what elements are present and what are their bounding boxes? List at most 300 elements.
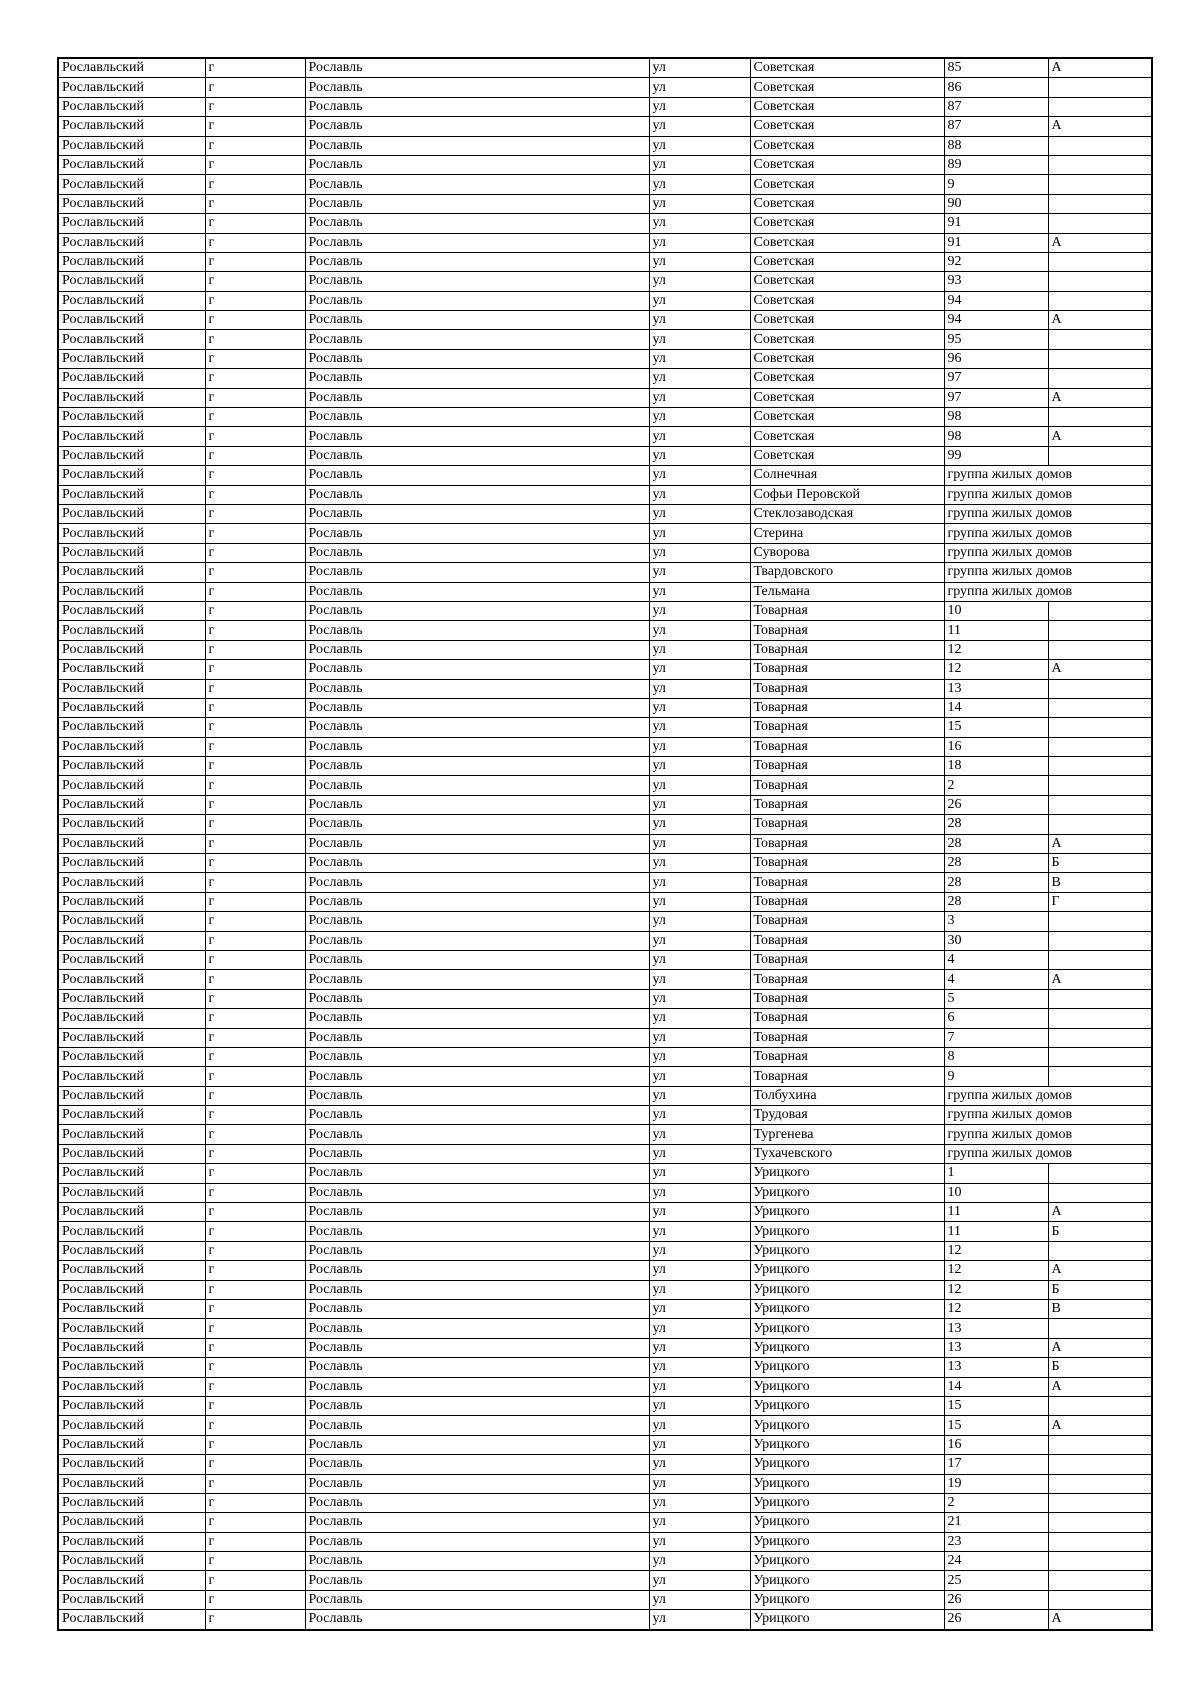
house-letter-cell xyxy=(1048,1435,1152,1454)
district-cell: Рославльский xyxy=(58,1338,205,1357)
table-row xyxy=(58,737,1152,756)
house-number-cell: 94 xyxy=(944,291,1048,310)
street-cell: Советская xyxy=(750,388,944,407)
house-number-cell: 11 xyxy=(944,1222,1048,1241)
settlement-type-cell: г xyxy=(205,1610,305,1630)
table-row xyxy=(58,1435,1152,1454)
table-row xyxy=(58,155,1152,174)
street-type-cell: ул xyxy=(649,1241,750,1260)
street-type-cell: ул xyxy=(649,950,750,969)
settlement-cell: Рославль xyxy=(305,78,649,97)
settlement-cell: Рославль xyxy=(305,1086,649,1105)
street-cell: Тухачевского xyxy=(750,1144,944,1163)
settlement-type-cell: г xyxy=(205,504,305,523)
house-number-cell: 13 xyxy=(944,1358,1048,1377)
house-letter-cell: А xyxy=(1048,117,1152,136)
settlement-cell: Рославль xyxy=(305,194,649,213)
house-number-cell: 19 xyxy=(944,1474,1048,1493)
district-cell: Рославльский xyxy=(58,815,205,834)
table-row xyxy=(58,1610,1152,1630)
street-cell: Товарная xyxy=(750,1028,944,1047)
house-number-cell: 13 xyxy=(944,1319,1048,1338)
street-cell: Советская xyxy=(750,136,944,155)
street-type-cell: ул xyxy=(649,427,750,446)
house-number-cell: 11 xyxy=(944,621,1048,640)
district-cell: Рославльский xyxy=(58,1241,205,1260)
house-letter-cell xyxy=(1048,1396,1152,1415)
street-cell: Товарная xyxy=(750,989,944,1008)
table-row xyxy=(58,757,1152,776)
street-type-cell: ул xyxy=(649,1396,750,1415)
settlement-cell: Рославль xyxy=(305,155,649,174)
house-number-cell: 8 xyxy=(944,1047,1048,1066)
street-cell: Товарная xyxy=(750,776,944,795)
house-letter-cell xyxy=(1048,1183,1152,1202)
street-cell: Урицкого xyxy=(750,1338,944,1357)
house-number-cell: 86 xyxy=(944,78,1048,97)
district-cell: Рославльский xyxy=(58,718,205,737)
settlement-type-cell: г xyxy=(205,252,305,271)
table-row xyxy=(58,311,1152,330)
street-type-cell: ул xyxy=(649,1590,750,1609)
street-type-cell: ул xyxy=(649,504,750,523)
house-number-cell: 89 xyxy=(944,155,1048,174)
district-cell: Рославльский xyxy=(58,1416,205,1435)
table-row xyxy=(58,854,1152,873)
street-type-cell: ул xyxy=(649,524,750,543)
street-type-cell: ул xyxy=(649,543,750,562)
house-letter-cell xyxy=(1048,950,1152,969)
street-type-cell: ул xyxy=(649,1280,750,1299)
settlement-type-cell: г xyxy=(205,97,305,116)
street-type-cell: ул xyxy=(649,563,750,582)
settlement-type-cell: г xyxy=(205,155,305,174)
district-cell: Рославльский xyxy=(58,330,205,349)
street-type-cell: ул xyxy=(649,466,750,485)
street-cell: Тургенева xyxy=(750,1125,944,1144)
street-cell: Товарная xyxy=(750,757,944,776)
house-letter-cell xyxy=(1048,252,1152,271)
table-row xyxy=(58,1280,1152,1299)
settlement-type-cell: г xyxy=(205,1241,305,1260)
settlement-type-cell: г xyxy=(205,1590,305,1609)
table-row xyxy=(58,1028,1152,1047)
settlement-type-cell: г xyxy=(205,757,305,776)
street-type-cell: ул xyxy=(649,1358,750,1377)
house-letter-cell: А xyxy=(1048,1416,1152,1435)
settlement-type-cell: г xyxy=(205,388,305,407)
street-type-cell: ул xyxy=(649,601,750,620)
street-type-cell: ул xyxy=(649,233,750,252)
house-number-cell: 12 xyxy=(944,1300,1048,1319)
district-cell: Рославльский xyxy=(58,311,205,330)
house-number-cell: 87 xyxy=(944,117,1048,136)
settlement-type-cell: г xyxy=(205,1493,305,1512)
house-number-cell: 4 xyxy=(944,970,1048,989)
house-letter-cell: А xyxy=(1048,427,1152,446)
settlement-type-cell: г xyxy=(205,931,305,950)
house-number-cell: 11 xyxy=(944,1203,1048,1222)
house-number-cell: 4 xyxy=(944,950,1048,969)
house-number-cell: 16 xyxy=(944,737,1048,756)
street-type-cell: ул xyxy=(649,621,750,640)
settlement-cell: Рославль xyxy=(305,815,649,834)
district-cell: Рославльский xyxy=(58,349,205,368)
street-type-cell: ул xyxy=(649,214,750,233)
settlement-type-cell: г xyxy=(205,1552,305,1571)
house-number-cell: 12 xyxy=(944,660,1048,679)
house-letter-cell xyxy=(1048,912,1152,931)
settlement-cell: Рославль xyxy=(305,1590,649,1609)
house-number-cell: 88 xyxy=(944,136,1048,155)
street-cell: Советская xyxy=(750,252,944,271)
house-number-cell: 93 xyxy=(944,272,1048,291)
house-letter-cell xyxy=(1048,1571,1152,1590)
table-row xyxy=(58,873,1152,892)
house-letter-cell xyxy=(1048,757,1152,776)
house-number-cell: 7 xyxy=(944,1028,1048,1047)
settlement-type-cell: г xyxy=(205,349,305,368)
house-number-cell: 15 xyxy=(944,1396,1048,1415)
settlement-type-cell: г xyxy=(205,970,305,989)
settlement-cell: Рославль xyxy=(305,1416,649,1435)
district-cell: Рославльский xyxy=(58,931,205,950)
street-type-cell: ул xyxy=(649,640,750,659)
street-cell: Товарная xyxy=(750,892,944,911)
street-cell: Советская xyxy=(750,349,944,368)
street-cell: Товарная xyxy=(750,854,944,873)
house-letter-cell: А xyxy=(1048,660,1152,679)
table-row xyxy=(58,78,1152,97)
street-cell: Товарная xyxy=(750,621,944,640)
table-row xyxy=(58,1358,1152,1377)
district-cell: Рославльский xyxy=(58,524,205,543)
district-cell: Рославльский xyxy=(58,1222,205,1241)
house-number-cell: 13 xyxy=(944,679,1048,698)
settlement-cell: Рославль xyxy=(305,214,649,233)
table-row xyxy=(58,214,1152,233)
house-letter-cell xyxy=(1048,815,1152,834)
table-row xyxy=(58,1571,1152,1590)
house-group-cell: группа жилых домов xyxy=(944,504,1152,523)
district-cell: Рославльский xyxy=(58,854,205,873)
street-type-cell: ул xyxy=(649,388,750,407)
street-type-cell: ул xyxy=(649,1338,750,1357)
settlement-cell: Рославль xyxy=(305,1241,649,1260)
house-letter-cell xyxy=(1048,369,1152,388)
settlement-cell: Рославль xyxy=(305,1203,649,1222)
district-cell: Рославльский xyxy=(58,388,205,407)
street-cell: Товарная xyxy=(750,679,944,698)
house-letter-cell: В xyxy=(1048,1300,1152,1319)
district-cell: Рославльский xyxy=(58,1571,205,1590)
settlement-cell: Рославль xyxy=(305,1571,649,1590)
house-letter-cell xyxy=(1048,1532,1152,1551)
district-cell: Рославльский xyxy=(58,272,205,291)
street-type-cell: ул xyxy=(649,58,750,78)
table-row xyxy=(58,117,1152,136)
house-letter-cell xyxy=(1048,640,1152,659)
settlement-type-cell: г xyxy=(205,1513,305,1532)
house-number-cell: 14 xyxy=(944,1377,1048,1396)
house-number-cell: 6 xyxy=(944,1009,1048,1028)
settlement-cell: Рославль xyxy=(305,1183,649,1202)
district-cell: Рославльский xyxy=(58,117,205,136)
table-row xyxy=(58,175,1152,194)
district-cell: Рославльский xyxy=(58,582,205,601)
settlement-type-cell: г xyxy=(205,214,305,233)
street-type-cell: ул xyxy=(649,155,750,174)
street-type-cell: ул xyxy=(649,369,750,388)
street-cell: Трудовая xyxy=(750,1106,944,1125)
house-letter-cell: А xyxy=(1048,1203,1152,1222)
house-number-cell: 18 xyxy=(944,757,1048,776)
settlement-type-cell: г xyxy=(205,718,305,737)
settlement-type-cell: г xyxy=(205,543,305,562)
address-table xyxy=(57,57,1153,1631)
settlement-cell: Рославль xyxy=(305,117,649,136)
settlement-type-cell: г xyxy=(205,892,305,911)
table-row xyxy=(58,834,1152,853)
table-row xyxy=(58,1261,1152,1280)
district-cell: Рославльский xyxy=(58,1377,205,1396)
street-cell: Урицкого xyxy=(750,1203,944,1222)
street-type-cell: ул xyxy=(649,718,750,737)
street-cell: Советская xyxy=(750,155,944,174)
street-type-cell: ул xyxy=(649,446,750,465)
settlement-cell: Рославль xyxy=(305,679,649,698)
settlement-type-cell: г xyxy=(205,1396,305,1415)
settlement-type-cell: г xyxy=(205,1047,305,1066)
street-cell: Урицкого xyxy=(750,1513,944,1532)
street-cell: Советская xyxy=(750,97,944,116)
settlement-cell: Рославль xyxy=(305,1164,649,1183)
street-type-cell: ул xyxy=(649,78,750,97)
street-type-cell: ул xyxy=(649,136,750,155)
table-row xyxy=(58,349,1152,368)
settlement-type-cell: г xyxy=(205,291,305,310)
settlement-type-cell: г xyxy=(205,1261,305,1280)
settlement-type-cell: г xyxy=(205,1300,305,1319)
street-cell: Урицкого xyxy=(750,1164,944,1183)
settlement-type-cell: г xyxy=(205,1067,305,1086)
district-cell: Рославльский xyxy=(58,1009,205,1028)
district-cell: Рославльский xyxy=(58,1396,205,1415)
house-number-cell: 91 xyxy=(944,233,1048,252)
street-type-cell: ул xyxy=(649,834,750,853)
house-number-cell: 97 xyxy=(944,369,1048,388)
house-letter-cell: А xyxy=(1048,970,1152,989)
house-number-cell: 85 xyxy=(944,58,1048,78)
street-cell: Урицкого xyxy=(750,1241,944,1260)
street-cell: Урицкого xyxy=(750,1280,944,1299)
settlement-type-cell: г xyxy=(205,1435,305,1454)
house-group-cell: группа жилых домов xyxy=(944,1086,1152,1105)
house-number-cell: 24 xyxy=(944,1552,1048,1571)
house-number-cell: 98 xyxy=(944,408,1048,427)
table-row xyxy=(58,1067,1152,1086)
settlement-cell: Рославль xyxy=(305,233,649,252)
street-type-cell: ул xyxy=(649,272,750,291)
street-cell: Советская xyxy=(750,311,944,330)
table-row xyxy=(58,931,1152,950)
table-row xyxy=(58,388,1152,407)
district-cell: Рославльский xyxy=(58,1590,205,1609)
district-cell: Рославльский xyxy=(58,136,205,155)
settlement-cell: Рославль xyxy=(305,698,649,717)
table-row xyxy=(58,1106,1152,1125)
district-cell: Рославльский xyxy=(58,97,205,116)
table-row xyxy=(58,1144,1152,1163)
table-row xyxy=(58,58,1152,78)
house-number-cell: 15 xyxy=(944,718,1048,737)
house-number-cell: 28 xyxy=(944,834,1048,853)
table-row xyxy=(58,446,1152,465)
house-number-cell: 26 xyxy=(944,795,1048,814)
street-type-cell: ул xyxy=(649,117,750,136)
table-row xyxy=(58,485,1152,504)
table-row xyxy=(58,1416,1152,1435)
district-cell: Рославльский xyxy=(58,1261,205,1280)
settlement-cell: Рославль xyxy=(305,97,649,116)
table-row xyxy=(58,1455,1152,1474)
district-cell: Рославльский xyxy=(58,757,205,776)
settlement-type-cell: г xyxy=(205,1358,305,1377)
settlement-type-cell: г xyxy=(205,330,305,349)
house-letter-cell xyxy=(1048,795,1152,814)
street-cell: Урицкого xyxy=(750,1358,944,1377)
settlement-cell: Рославль xyxy=(305,1493,649,1512)
table-row xyxy=(58,1009,1152,1028)
house-letter-cell: Б xyxy=(1048,1358,1152,1377)
house-number-cell: 12 xyxy=(944,640,1048,659)
house-number-cell: 25 xyxy=(944,1571,1048,1590)
settlement-type-cell: г xyxy=(205,175,305,194)
settlement-cell: Рославль xyxy=(305,1610,649,1630)
house-letter-cell xyxy=(1048,291,1152,310)
street-cell: Советская xyxy=(750,272,944,291)
settlement-type-cell: г xyxy=(205,854,305,873)
district-cell: Рославльский xyxy=(58,892,205,911)
table-row xyxy=(58,427,1152,446)
house-letter-cell xyxy=(1048,155,1152,174)
house-number-cell: 9 xyxy=(944,175,1048,194)
table-row xyxy=(58,1319,1152,1338)
house-number-cell: 16 xyxy=(944,1435,1048,1454)
street-cell: Тельмана xyxy=(750,582,944,601)
settlement-cell: Рославль xyxy=(305,950,649,969)
settlement-type-cell: г xyxy=(205,233,305,252)
street-type-cell: ул xyxy=(649,1455,750,1474)
table-row xyxy=(58,563,1152,582)
house-letter-cell: А xyxy=(1048,1261,1152,1280)
settlement-cell: Рославль xyxy=(305,1009,649,1028)
table-row xyxy=(58,1377,1152,1396)
district-cell: Рославльский xyxy=(58,912,205,931)
district-cell: Рославльский xyxy=(58,834,205,853)
district-cell: Рославльский xyxy=(58,485,205,504)
settlement-cell: Рославль xyxy=(305,1144,649,1163)
street-type-cell: ул xyxy=(649,175,750,194)
settlement-type-cell: г xyxy=(205,737,305,756)
house-letter-cell xyxy=(1048,737,1152,756)
district-cell: Рославльский xyxy=(58,1300,205,1319)
district-cell: Рославльский xyxy=(58,543,205,562)
table-row xyxy=(58,679,1152,698)
house-letter-cell xyxy=(1048,408,1152,427)
table-row xyxy=(58,369,1152,388)
settlement-type-cell: г xyxy=(205,815,305,834)
table-row xyxy=(58,718,1152,737)
district-cell: Рославльский xyxy=(58,252,205,271)
settlement-cell: Рославль xyxy=(305,291,649,310)
street-cell: Товарная xyxy=(750,1067,944,1086)
table-row xyxy=(58,795,1152,814)
street-type-cell: ул xyxy=(649,1571,750,1590)
table-row xyxy=(58,291,1152,310)
settlement-cell: Рославль xyxy=(305,1552,649,1571)
table-row xyxy=(58,1493,1152,1512)
street-cell: Товарная xyxy=(750,1009,944,1028)
house-letter-cell xyxy=(1048,776,1152,795)
settlement-type-cell: г xyxy=(205,1455,305,1474)
table-row xyxy=(58,601,1152,620)
settlement-type-cell: г xyxy=(205,1532,305,1551)
settlement-cell: Рославль xyxy=(305,175,649,194)
street-type-cell: ул xyxy=(649,582,750,601)
house-number-cell: 99 xyxy=(944,446,1048,465)
district-cell: Рославльский xyxy=(58,601,205,620)
house-number-cell: 28 xyxy=(944,815,1048,834)
street-type-cell: ул xyxy=(649,194,750,213)
settlement-type-cell: г xyxy=(205,1571,305,1590)
house-letter-cell xyxy=(1048,78,1152,97)
district-cell: Рославльский xyxy=(58,408,205,427)
settlement-cell: Рославль xyxy=(305,563,649,582)
street-cell: Урицкого xyxy=(750,1435,944,1454)
settlement-cell: Рославль xyxy=(305,1319,649,1338)
table-row xyxy=(58,1164,1152,1183)
house-letter-cell xyxy=(1048,1009,1152,1028)
settlement-cell: Рославль xyxy=(305,970,649,989)
settlement-type-cell: г xyxy=(205,776,305,795)
street-type-cell: ул xyxy=(649,1610,750,1630)
house-letter-cell: А xyxy=(1048,1338,1152,1357)
settlement-type-cell: г xyxy=(205,621,305,640)
settlement-type-cell: г xyxy=(205,950,305,969)
street-type-cell: ул xyxy=(649,660,750,679)
street-cell: Товарная xyxy=(750,970,944,989)
settlement-type-cell: г xyxy=(205,873,305,892)
street-cell: Товарная xyxy=(750,660,944,679)
district-cell: Рославльский xyxy=(58,1144,205,1163)
table-row xyxy=(58,1047,1152,1066)
street-type-cell: ул xyxy=(649,1435,750,1454)
street-type-cell: ул xyxy=(649,1261,750,1280)
table-row xyxy=(58,1532,1152,1551)
street-type-cell: ул xyxy=(649,1474,750,1493)
street-type-cell: ул xyxy=(649,1319,750,1338)
street-cell: Товарная xyxy=(750,795,944,814)
settlement-type-cell: г xyxy=(205,1164,305,1183)
street-type-cell: ул xyxy=(649,970,750,989)
street-type-cell: ул xyxy=(649,892,750,911)
street-cell: Урицкого xyxy=(750,1532,944,1551)
settlement-type-cell: г xyxy=(205,136,305,155)
district-cell: Рославльский xyxy=(58,1106,205,1125)
street-type-cell: ул xyxy=(649,1067,750,1086)
house-group-cell: группа жилых домов xyxy=(944,563,1152,582)
